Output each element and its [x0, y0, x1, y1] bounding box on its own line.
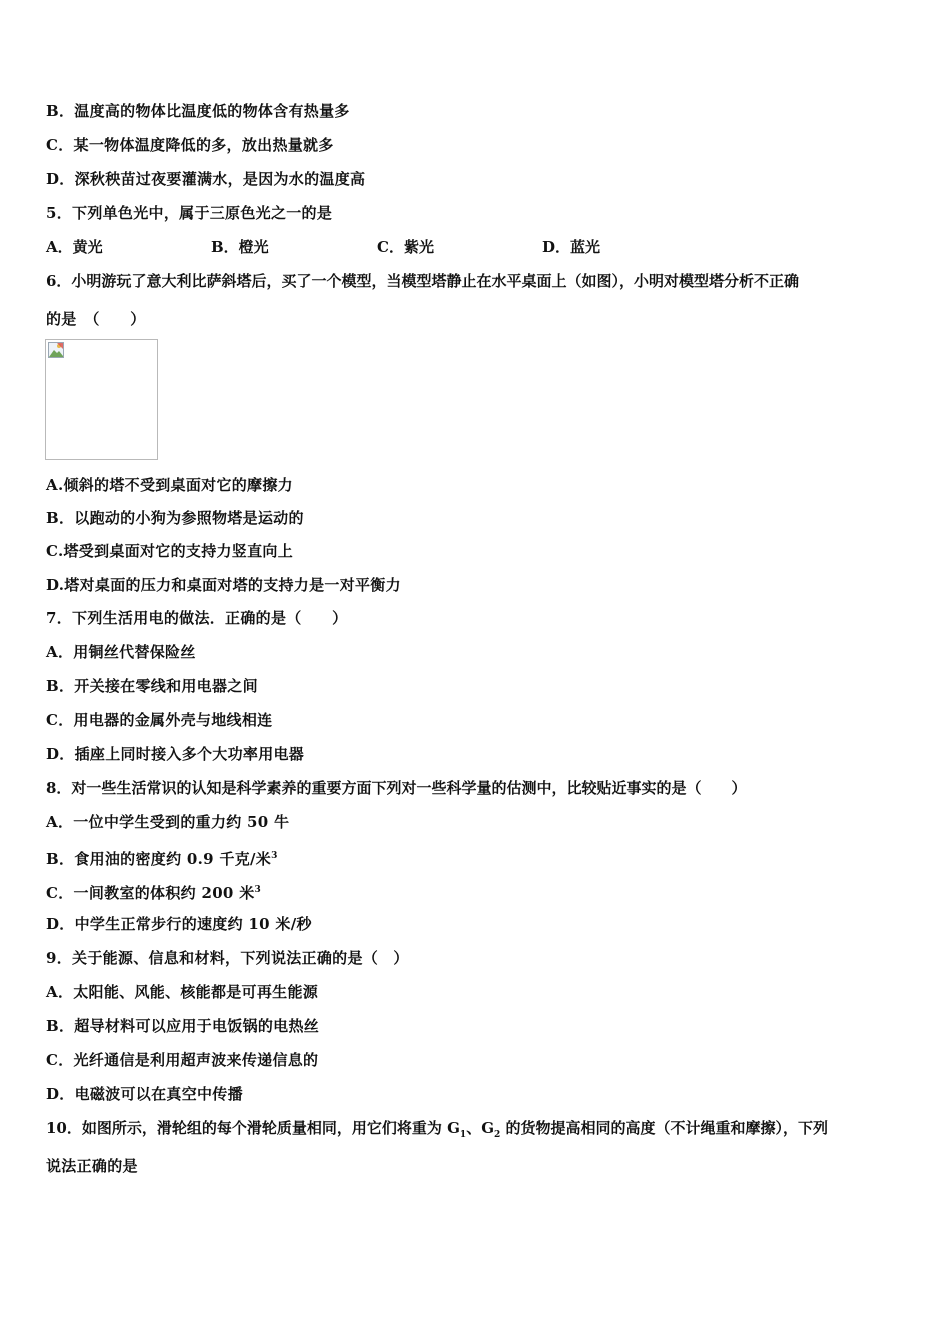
q9-option-d: D．电磁波可以在真空中传播 — [46, 1085, 243, 1103]
g1-subscript: 1 — [459, 1130, 467, 1140]
q6-option-a: A.倾斜的塔不受到桌面对它的摩擦力 — [46, 476, 293, 494]
q8-stem: 8．对一些生活常识的认知是科学素养的重要方面下列对一些科学量的估测中，比较贴近事实的是（ ） — [46, 779, 747, 797]
q6-option-c: C.塔受到桌面对它的支持力竖直向上 — [46, 542, 293, 560]
q7-option-d: D．插座上同时接入多个大功率用电器 — [46, 745, 305, 763]
q8-option-b-text: B．食用油的密度约 0.9 千克/米 — [46, 850, 272, 868]
q8-option-d: D．中学生正常步行的速度约 10 米/秒 — [46, 915, 312, 933]
q7-option-c: C．用电器的金属外壳与地线相连 — [46, 711, 273, 729]
q10-text-part1: 10．如图所示，滑轮组的每个滑轮质量相同，用它们将重为 G — [46, 1119, 460, 1137]
q7-stem: 7．下列生活用电的做法．正确的是（ ） — [46, 609, 348, 627]
g2-subscript: 2 — [494, 1130, 501, 1140]
q6-option-b: B．以跑动的小狗为参照物塔是运动的 — [46, 509, 304, 527]
q10-stem-line1 — [46, 1118, 828, 1145]
q9-option-c: C．光纤通信是利用超声波来传递信息的 — [46, 1051, 319, 1069]
q9-option-a: A．太阳能、风能、核能都是可再生能源 — [46, 983, 319, 1001]
q8-option-c-text: C．一间教室的体积约 200 米 — [46, 884, 255, 902]
q4-option-d: D．深秋秧苗过夜要灌满水，是因为水的温度高 — [46, 170, 366, 188]
q8-option-c — [46, 880, 261, 903]
q6-figure-image — [45, 339, 158, 460]
q10-text-part3: 的货物提高相同的高度（不计绳重和摩擦），下列 — [500, 1119, 828, 1137]
q5-option-a: A．黄光 — [46, 238, 103, 256]
q6-stem-line1: 6．小明游玩了意大利比萨斜塔后，买了一个模型，当模型塔静止在水平桌面上（如图），小明对模型塔分析不正确 — [46, 272, 799, 290]
q6-option-d: D.塔对桌面的压力和桌面对塔的支持力是一对平衡力 — [46, 576, 401, 594]
q5-option-c: C．紫光 — [377, 238, 434, 256]
q4-option-c: C．某一物体温度降低的多，放出热量就多 — [46, 136, 334, 154]
q9-stem: 9．关于能源、信息和材料，下列说法正确的是（ ） — [46, 949, 409, 967]
q6-stem-line2: 的是 （ ） — [46, 310, 146, 328]
cubic-superscript: 3 — [254, 885, 262, 895]
q9-option-b: B．超导材料可以应用于电饭锅的电热丝 — [46, 1017, 320, 1035]
q10-text-part2: 、G — [466, 1119, 494, 1137]
q8-option-a: A．一位中学生受到的重力约 50 牛 — [46, 813, 290, 831]
q4-option-b: B．温度高的物体比温度低的物体含有热量多 — [46, 102, 350, 120]
q7-option-b: B．开关接在零线和用电器之间 — [46, 677, 258, 695]
broken-image-icon — [48, 342, 64, 358]
q5-option-d: D．蓝光 — [542, 238, 601, 256]
q5-option-b: B．橙光 — [211, 238, 269, 256]
q7-option-a: A．用铜丝代替保险丝 — [46, 643, 196, 661]
q10-stem-line2: 说法正确的是 — [46, 1157, 138, 1175]
q8-option-b — [46, 846, 278, 869]
cubic-superscript: 3 — [271, 851, 278, 861]
q5-stem: 5．下列单色光中，属于三原色光之一的是 — [46, 204, 333, 222]
